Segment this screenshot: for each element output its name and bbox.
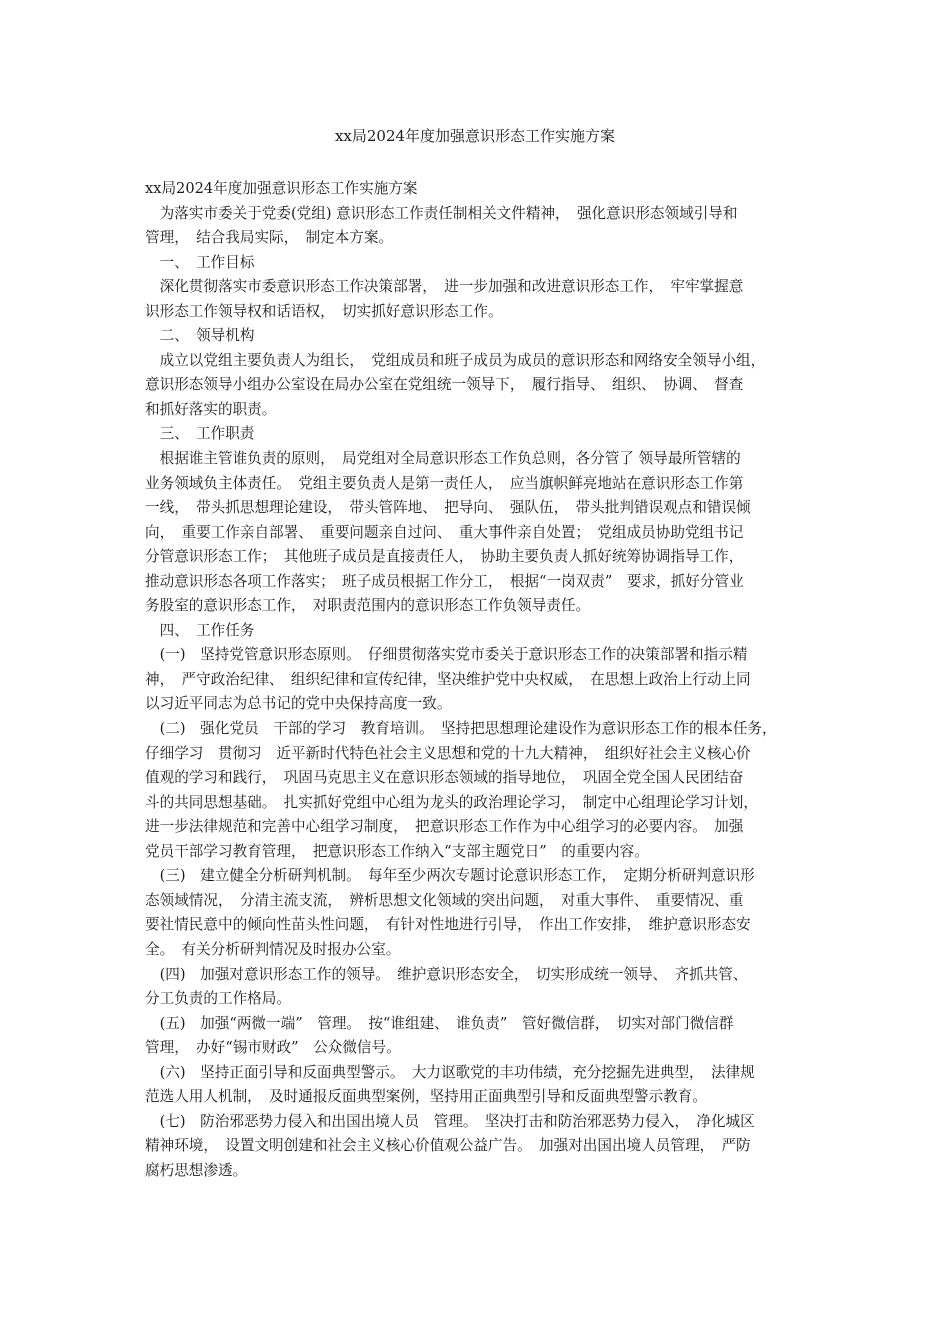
text-line: 一、 工作目标 — [145, 253, 255, 271]
text-line: (一) 坚持党管意识形态原则。 仔细贯彻落实党市委关于意识形态工作的决策部署和指示精 — [145, 646, 748, 664]
text-line: (五) 加强“两微一端” 管理。 按“谁组建、 谁负责” 管好微信群， 切实对部门微信群 — [145, 1014, 734, 1032]
text-line: (六) 坚持正面引导和反面典型警示。 大力讴歌党的丰功伟绩，充分挖掘先进典型， 法律规 — [145, 1063, 755, 1081]
text-line: 分工负责的工作格局。 — [145, 990, 291, 1008]
document-body — [145, 177, 815, 1183]
text-line: 业务领域负主体责任。 党组主要负责人是第一责任人， 应当旗帜鲜亮地站在意识形态工作第 — [145, 474, 744, 492]
text-line: 推动意识形态各项工作落实； 班子成员根据工作分工， 根据“一岗双责” 要求，抓好分管业 — [145, 572, 744, 590]
text-line: 二、 领导机构 — [145, 327, 255, 345]
text-line: 全。 有关分析研判情况及时报办公室。 — [145, 940, 401, 958]
text-line: 管理， 结合我局实际， 制定本方案。 — [145, 229, 394, 247]
text-line: 三、 工作职责 — [145, 425, 255, 443]
text-line: 党员干部学习教育管理， 把意识形态工作纳入“支部主题党日” 的重要内容。 — [145, 842, 649, 860]
text-line: (四) 加强对意识形态工作的领导。 维护意识形态安全， 切实形成统一领导、 齐抓共管、 — [145, 965, 748, 983]
text-line: 态领域情况， 分清主流支流， 辨析思想文化领域的突出问题， 对重大事件、 重要情况、重 — [145, 891, 744, 909]
text-line: 四、 工作任务 — [145, 621, 255, 639]
text-line: 以习近平同志为总书记的党中央保持高度一致。 — [145, 695, 452, 713]
text-line: 和抓好落实的职责。 — [145, 400, 277, 418]
text-line: 仔细学习 贯彻习 近平新时代特色社会主义思想和党的十九大精神， 组织好社会主义核心价 — [145, 744, 751, 762]
text-line: 成立以党组主要负责人为组长， 党组成员和班子成员为成员的意识形态和网络安全领导小组， — [145, 351, 766, 369]
text-line: 范选人用人机制， 及时通报反面典型案例，坚持用正面典型引导和反面典型警示教育。 — [145, 1088, 707, 1106]
text-line: (三) 建立健全分析研判机制。 每年至少两次专题讨论意识形态工作， 定期分析研判意识形 — [145, 867, 755, 885]
page-title: xx局2024年度加强意识形态工作实施方案 — [334, 127, 616, 145]
text-line: 值观的学习和践行， 巩固马克思主义在意识形态领域的指导地位， 巩固全党全国人民团结奋 — [145, 769, 744, 787]
text-line: 务股室的意识形态工作， 对职责范围内的意识形态工作负领导责任。 — [145, 597, 591, 615]
text-line: (七) 防治邪恶势力侵入和出国出境人员 管理。 坚决打击和防治邪恶势力侵入， 净化城区 — [145, 1112, 755, 1130]
text-line: 分管意识形态工作； 其他班子成员是直接责任人， 协助主要负责人抓好统筹协调指导工作， — [145, 548, 744, 566]
text-line: 深化贯彻落实市委意识形态工作决策部署， 进一步加强和改进意识形态工作， 牢牢掌握意 — [145, 278, 744, 296]
text-line: 进一步法律规范和完善中心组学习制度， 把意识形态工作作为中心组学习的必要内容。 加强 — [145, 818, 744, 836]
text-line: 腐朽思想渗透。 — [145, 1161, 248, 1179]
text-line: 斗的共同思想基础。 扎实抓好党组中心组为龙头的政治理论学习， 制定中心组理论学习计划， — [145, 793, 758, 811]
text-line: (二) 强化党员 干部的学习 教育培训。 坚持把思想理论建设作为意识形态工作的根本任务， — [145, 720, 777, 738]
text-line: 意识形态领导小组办公室设在局办公室在党组统一领导下， 履行指导、 组织、 协调、 督查 — [145, 376, 744, 394]
text-line: 一线， 带头抓思想理论建设， 带头管阵地、 把导向、 强队伍， 带头批判错误观点和错误倾 — [145, 499, 751, 517]
text-line: xx局2024年度加强意识形态工作实施方案 — [145, 180, 418, 197]
text-line: 管理， 办好“锡市财政” 公众微信号。 — [145, 1039, 401, 1057]
text-line: 识形态工作领导权和话语权， 切实抓好意识形态工作。 — [145, 302, 503, 320]
text-line: 要社情民意中的倾向性苗头性问题， 有针对性地进行引导， 作出工作安排， 维护意识形态安 — [145, 916, 751, 934]
text-line: 根据谁主管谁负责的原则， 局党组对全局意识形态工作负总则，各分管了 领导最所管辖的 — [145, 450, 741, 468]
text-line: 为落实市委关于党委(党组) 意识形态工作责任制相关文件精神， 强化意识形态领域引导和 — [145, 204, 738, 222]
text-line: 精神环境， 设置文明创建和社会主义核心价值观公益广告。 加强对出国出境人员管理， 严防 — [145, 1137, 751, 1155]
text-line: 神， 严守政治纪律、 组织纪律和宣传纪律，坚决维护党中央权威， 在思想上政治上行动上同 — [145, 670, 751, 688]
text-line: 向， 重要工作亲自部署、 重要问题亲自过问、 重大事件亲自处置； 党组成员协助党组书记 — [145, 523, 744, 541]
